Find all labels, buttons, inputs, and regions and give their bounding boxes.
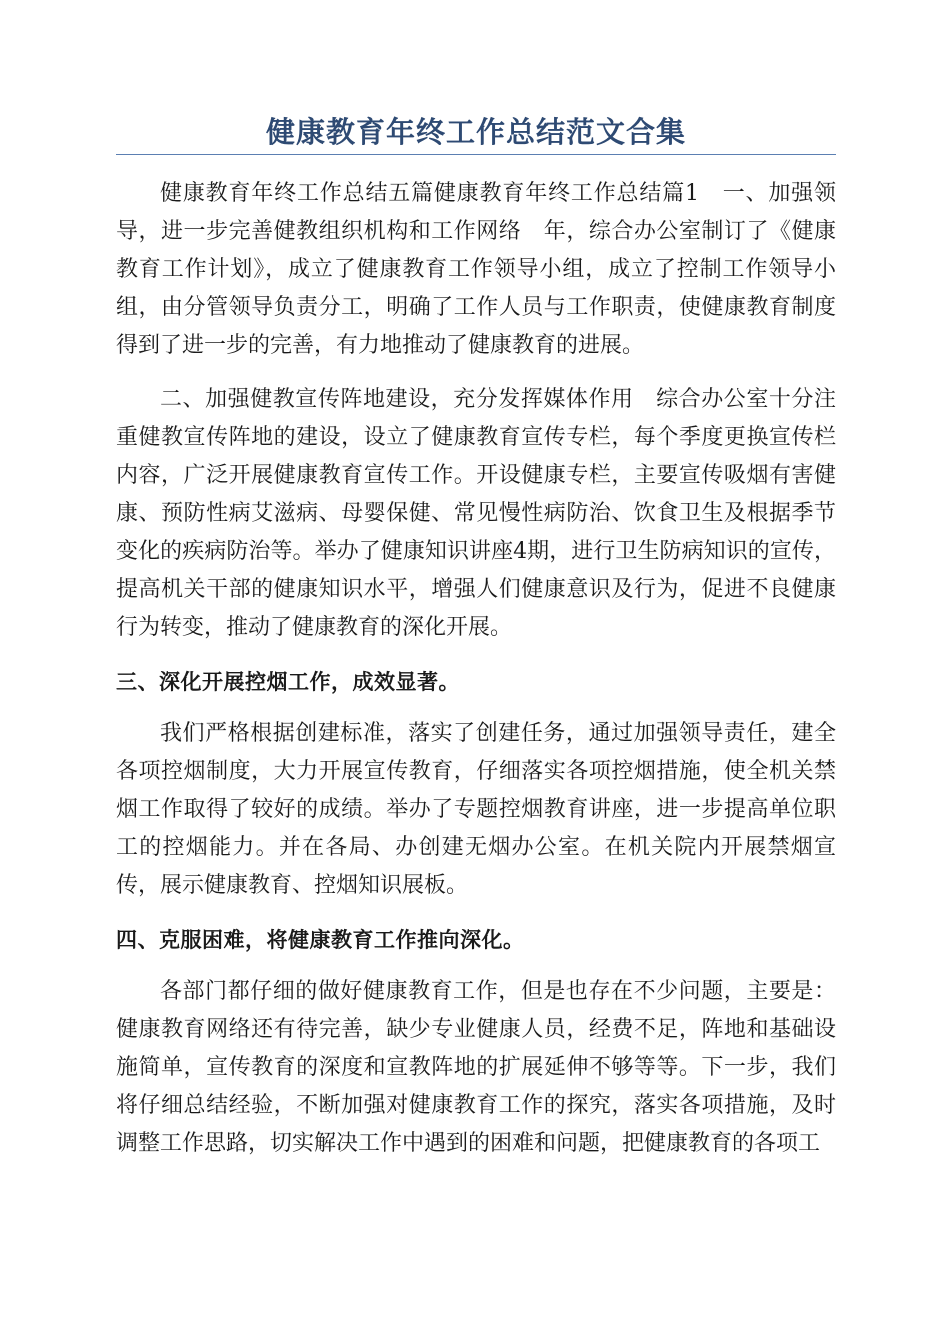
title-underline [116, 154, 836, 155]
paragraph-4: 各部门都仔细的做好健康教育工作，但是也存在不少问题，主要是：健康教育网络还有待完善，缺少专业健康人员，经费不足，阵地和基础设施简单，宣传教育的深度和宣教阵地的扩展延伸不够等等。下一步，我们将仔细总结经验，不断加强对健康教育工作的探究，落实各项措施，及时调整工作思路，切实解决工作中遇到的困难和问题，把健康教育的各项工 [116, 979, 836, 1156]
document-title: 健康教育年终工作总结范文合集 [265, 115, 686, 149]
section-heading-4: 四、克服困难，将健康教育工作推向深化。 [116, 928, 525, 952]
paragraph-2: 二、加强健教宣传阵地建设，充分发挥媒体作用 综合办公室十分注重健教宣传阵地的建设，设立了健康教育宣传专栏，每个季度更换宣传栏内容，广泛开展健康教育宣传工作。开设健康专栏，主要宣传吸烟有害健康、预防性病艾滋病、母婴保健、常见慢性病防治、饮食卫生及根据季节变化的疾病防治等。举办了健康知识讲座4期，进行卫生防病知识的宣传，提高机关干部的健康知识水平，增强人们健康意识及行为，促进不良健康行为转变，推动了健康教育的深化开展。 [116, 387, 836, 640]
section-heading-3: 三、深化开展控烟工作，成效显著。 [116, 670, 460, 694]
paragraph-1: 健康教育年终工作总结五篇健康教育年终工作总结篇1 一、加强领导，进一步完善健教组织机构和工作网络 年，综合办公室制订了《健康教育工作计划》，成立了健康教育工作领导小组，成立了控制工作领导小组，由分管领导负责分工，明确了工作人员与工作职责，使健康教育制度得到了进一步的完善，有力地推动了健康教育的进展。 [116, 181, 836, 358]
paragraph-3: 我们严格根据创建标准，落实了创建任务，通过加强领导责任，建全各项控烟制度，大力开展宣传教育，仔细落实各项控烟措施，使全机关禁烟工作取得了较好的成绩。举办了专题控烟教育讲座，进一步提高单位职工的控烟能力。并在各局、办创建无烟办公室。在机关院内开展禁烟宣传，展示健康教育、控烟知识展板。 [116, 721, 836, 898]
document-page [116, 112, 836, 1179]
